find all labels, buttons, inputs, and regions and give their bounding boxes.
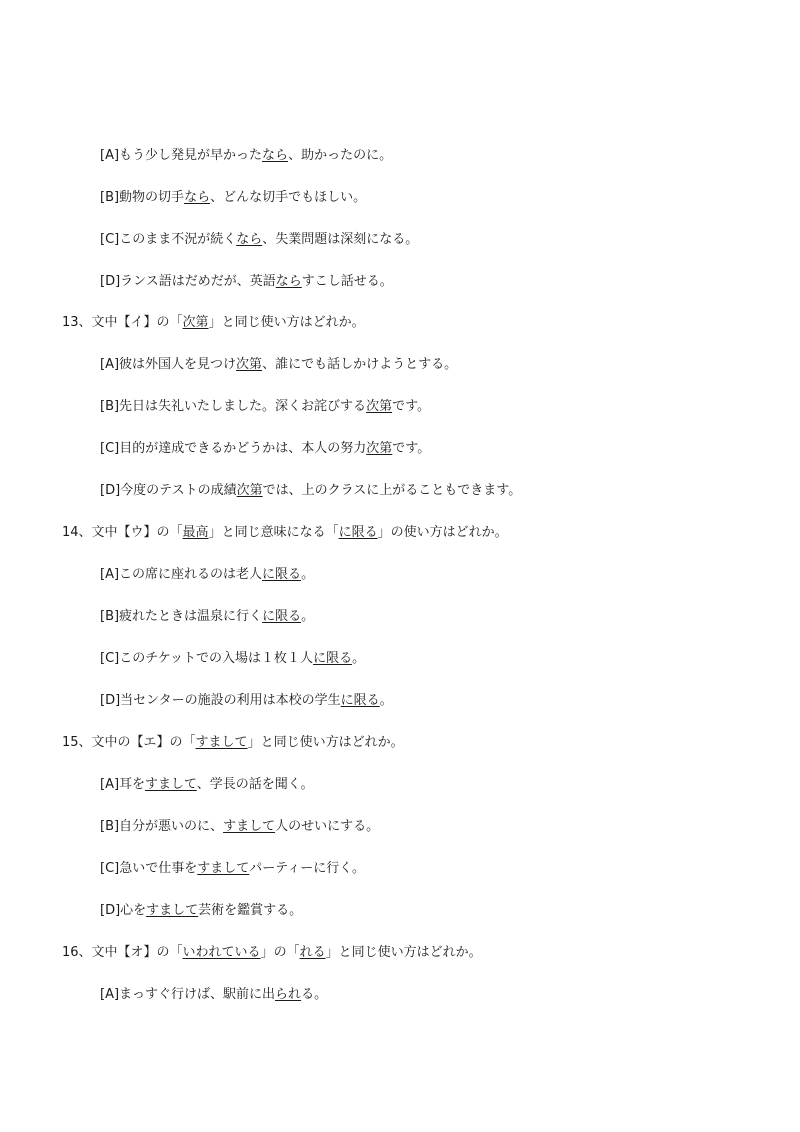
option-line: [100, 692, 393, 710]
option-line: [100, 860, 365, 878]
question-line: [62, 314, 365, 332]
option-text: [A]耳を: [100, 777, 146, 792]
option-text: すこし話せる。: [301, 274, 393, 289]
underlined-target: に限る: [313, 651, 353, 666]
option-line: [100, 356, 457, 374]
underlined-target: 次第: [366, 399, 393, 414]
option-text: る。: [301, 987, 328, 1002]
option-text: 。: [379, 693, 393, 708]
option-line: [100, 482, 521, 500]
option-text: パーティーに行く。: [249, 861, 365, 876]
option-text: 、助かったのに。: [288, 148, 393, 163]
option-line: [100, 566, 314, 584]
option-line: [100, 440, 430, 458]
option-text: です。: [392, 441, 431, 456]
underlined-target: れる: [299, 945, 326, 960]
underlined-target: すまして: [146, 903, 199, 918]
question-text: 16、文中【オ】の「: [62, 945, 183, 960]
option-text: [B]動物の切手: [100, 190, 185, 205]
underlined-target: なら: [184, 190, 211, 205]
question-text: 15、文中の【エ】の「: [62, 735, 196, 750]
question-text: 」と同じ使い方はどれか。: [325, 945, 482, 960]
question-text: 13、文中【イ】の「: [62, 315, 183, 330]
underlined-target: いわれている: [182, 945, 261, 960]
option-text: [A]彼は外国人を見つけ: [100, 357, 237, 372]
underlined-target: 次第: [366, 441, 393, 456]
option-line: [100, 273, 393, 291]
question-line: [62, 524, 508, 542]
option-text: [D]今度のテストの成績: [100, 483, 237, 498]
option-line: [100, 608, 314, 626]
option-text: [B]自分が悪いのに、: [100, 819, 224, 834]
option-text: [D]心を: [100, 903, 147, 918]
option-text: 。: [352, 651, 366, 666]
underlined-target: 次第: [236, 483, 263, 498]
question-text: 」の「: [260, 945, 300, 960]
option-text: [C]急いで仕事を: [100, 861, 198, 876]
question-line: [62, 734, 404, 752]
option-line: [100, 398, 430, 416]
question-text: 14、文中【ウ】の「: [62, 525, 183, 540]
question-text: 」と同じ使い方はどれか。: [208, 315, 365, 330]
underlined-target: に限る: [262, 567, 302, 582]
question-text: 」の使い方はどれか。: [377, 525, 508, 540]
question-text: 」と同じ使い方はどれか。: [247, 735, 404, 750]
underlined-target: すまして: [145, 777, 197, 792]
underlined-target: 次第: [182, 315, 209, 330]
option-text: [A]もう少し発見が早かった: [100, 148, 263, 163]
underlined-target: に限る: [338, 525, 378, 540]
option-line: [100, 147, 392, 165]
option-line: [100, 231, 418, 249]
question-text: 」と同じ意味になる「: [208, 525, 339, 540]
option-text: [D]ランス語はだめだが、英語: [100, 274, 276, 289]
option-text: [B]先日は失礼いたしました。深くお詫びする: [100, 399, 367, 414]
question-line: [62, 944, 482, 962]
option-text: 、誰にでも話しかけようとする。: [262, 357, 458, 372]
option-text: [C]このチケットでの入場は１枚１人: [100, 651, 314, 666]
option-text: [A]この席に座れるのは老人: [100, 567, 263, 582]
option-line: [100, 902, 302, 920]
underlined-target: すまして: [197, 861, 250, 876]
underlined-target: すまして: [223, 819, 276, 834]
underlined-target: に限る: [340, 693, 380, 708]
underlined-target: られ: [275, 987, 302, 1002]
option-text: [A]まっすぐ行けば、駅前に出: [100, 987, 276, 1002]
option-text: 芸術を鑑賞する。: [198, 903, 303, 918]
option-line: [100, 189, 366, 207]
underlined-target: 次第: [236, 357, 263, 372]
option-text: [C]このまま不況が続く: [100, 232, 237, 247]
option-text: 。: [301, 567, 315, 582]
option-text: 。: [301, 609, 315, 624]
underlined-target: 最高: [182, 525, 209, 540]
underlined-target: なら: [236, 232, 263, 247]
option-line: [100, 986, 327, 1004]
option-text: 人のせいにする。: [275, 819, 380, 834]
option-text: 、失業問題は深刻になる。: [262, 232, 419, 247]
option-text: では、上のクラスに上がることもできます。: [262, 483, 522, 498]
underlined-target: なら: [262, 148, 289, 163]
option-text: 、どんな切手でもほしい。: [210, 190, 367, 205]
option-line: [100, 650, 365, 668]
underlined-target: すまして: [195, 735, 248, 750]
option-text: [B]疲れたときは温泉に行く: [100, 609, 263, 624]
underlined-target: に限る: [262, 609, 302, 624]
option-text: 、学長の話を聞く。: [196, 777, 314, 792]
option-line: [100, 776, 314, 794]
option-line: [100, 818, 379, 836]
option-text: [C]目的が達成できるかどうかは、本人の努力: [100, 441, 367, 456]
option-text: です。: [392, 399, 431, 414]
option-text: [D]当センターの施設の利用は本校の学生: [100, 693, 341, 708]
underlined-target: なら: [275, 274, 302, 289]
